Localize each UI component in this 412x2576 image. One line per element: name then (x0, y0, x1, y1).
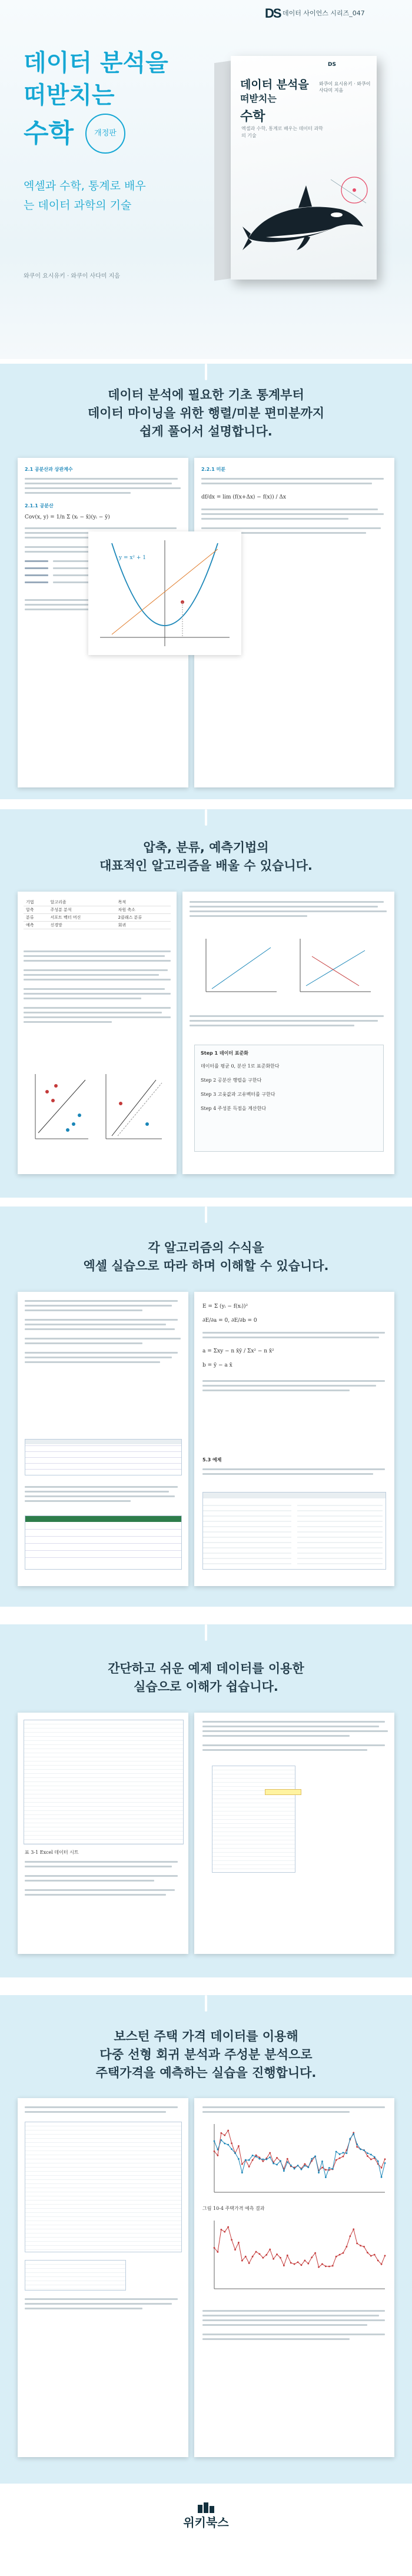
data-point (339, 2158, 341, 2159)
data-point (224, 2143, 225, 2145)
data-point (294, 2168, 295, 2170)
data-point (297, 2261, 299, 2263)
data-point (328, 2167, 330, 2169)
price-prediction-chart (200, 2119, 388, 2202)
data-point (318, 2172, 320, 2173)
section1-title-line3: 쉽게 풀어서 설명합니다. (139, 424, 273, 438)
data-point (349, 2138, 351, 2140)
data-point (234, 2249, 236, 2251)
algorithm-page-left (18, 892, 177, 1174)
data-point (238, 2145, 240, 2147)
data-point (314, 2155, 316, 2157)
hero-title-line2: 떠받치는 (24, 82, 115, 109)
data-point (283, 2265, 285, 2266)
pca-steps-box (194, 1045, 384, 1152)
hero-banner (0, 0, 412, 359)
data-point (287, 2158, 288, 2160)
data-point (377, 2160, 379, 2162)
section4-title-line1: 간단하고 쉬운 예제 데이터를 이용한 (108, 1661, 304, 1676)
data-point (269, 2249, 271, 2251)
footer (0, 2489, 412, 2576)
table-row: 압축 주성분 분석 차원 축소 (24, 906, 171, 914)
hero-subtitle: 엑셀과 수학, 통계로 배우는 데이터 과학의 기술 (24, 180, 146, 212)
data-point (217, 2251, 219, 2253)
data-point (321, 2160, 323, 2162)
section-divider (205, 364, 207, 380)
data-point (370, 2154, 372, 2156)
book-cover-image (231, 56, 377, 280)
book-title-line3: 수학 (240, 109, 265, 124)
data-point (248, 2166, 250, 2168)
section-divider (205, 1206, 207, 1223)
data-point (262, 2257, 264, 2259)
data-point (381, 2167, 383, 2169)
data-point (276, 2164, 278, 2166)
data-point (356, 2242, 358, 2244)
hero-author: 와쿠이 요시유키 · 와쿠이 사다미 지음 (24, 273, 120, 280)
data-point (214, 2247, 215, 2249)
data-point (238, 2242, 240, 2243)
feature-section-3 (0, 1206, 412, 1607)
excel-practice-page-left (18, 1292, 188, 1586)
feature-section-2 (0, 809, 412, 1198)
data-point (241, 2163, 243, 2165)
data-point (255, 2156, 257, 2158)
data-point (332, 2168, 334, 2170)
data-point (265, 2159, 267, 2160)
data-point (252, 2155, 254, 2156)
sheet-caption: 표 3-1 Excel 데이터 시트 (25, 1850, 79, 1855)
data-point (262, 2160, 264, 2162)
data-point (307, 2263, 309, 2265)
algorithm-table (24, 899, 171, 929)
data-point (259, 2253, 261, 2255)
data-point (345, 2152, 347, 2154)
hero-title-line3: 수학 (24, 118, 74, 148)
preview-heading: 2.1 공분산과 상관계수 (25, 467, 73, 472)
example-heading: 5.3 예제 (202, 1457, 222, 1462)
pca-step-item: 데이터를 평균 0, 분산 1로 표준화한다 (201, 1063, 280, 1069)
series-line-1 (214, 2134, 385, 2178)
data-point (248, 2262, 250, 2264)
data-point (231, 2142, 232, 2144)
example-sheet-small (212, 1766, 295, 1873)
data-point (304, 2165, 305, 2166)
data-point (384, 2255, 386, 2256)
data-point (214, 2150, 215, 2152)
section3-title-line1: 각 알고리즘의 수식을 (148, 1241, 264, 1255)
data-point (343, 2152, 344, 2153)
pca-steps-title: Step 1 데이터 표준화 (201, 1051, 249, 1056)
data-point (241, 2260, 243, 2262)
boston-coef-sheet (25, 2260, 126, 2291)
data-point (325, 2265, 327, 2267)
covariance-formula: Cov(x, y) = 1/n Σ (xᵢ − x̄)(yᵢ − ȳ) (25, 514, 110, 520)
data-point (381, 2176, 383, 2178)
data-point (318, 2266, 320, 2268)
pca-axis-figure (194, 933, 383, 1003)
data-point (343, 2252, 344, 2254)
feature-section-1 (0, 364, 412, 799)
data-point (224, 2231, 225, 2233)
data-point (220, 2132, 222, 2134)
derivative-formula: df/dx = lim (f(x+Δx) − f(x)) / Δx (201, 494, 286, 500)
data-point (252, 2256, 254, 2258)
data-point (367, 2152, 368, 2154)
data-point (290, 2262, 292, 2264)
formula-line: a = Σxy − n x̄ȳ / Σx² − n x̄² (202, 1348, 274, 1354)
excel-sheet-thumbnail (25, 1439, 182, 1475)
data-point (370, 2159, 372, 2160)
section3-title-line2: 엑셀 실습으로 따라 하며 이해할 수 있습니다. (83, 1259, 329, 1273)
hero-title-line1: 데이터 분석을 (24, 49, 168, 77)
data-point (335, 2151, 337, 2153)
book-cover (231, 56, 377, 280)
section2-title-line2: 대표적인 알고리즘을 배울 수 있습니다. (99, 859, 313, 873)
data-point (363, 2246, 365, 2248)
book-title-line2: 떠받치는 (240, 93, 277, 104)
data-point (321, 2167, 323, 2169)
data-point (245, 2256, 247, 2258)
data-point (283, 2170, 285, 2172)
orca-illustration (242, 168, 372, 256)
excel-sheet-thumbnail (25, 1515, 182, 1570)
data-point (314, 2252, 316, 2254)
data-point (377, 2259, 379, 2261)
series-logo: DS (265, 6, 281, 21)
data-point (227, 2144, 229, 2146)
parabola-graph (88, 531, 241, 655)
pca-step-item: Step 2 공분산 행렬을 구한다 (201, 1078, 262, 1083)
data-point (335, 2159, 337, 2161)
data-point (345, 2246, 347, 2248)
book-spine (214, 61, 232, 281)
data-point (304, 2163, 305, 2165)
book-series-logo: DS (328, 62, 336, 68)
data-point (234, 2152, 236, 2154)
data-point (287, 2255, 288, 2256)
section4-title-line2: 실습으로 이해가 쉽습니다. (134, 1680, 278, 1694)
series-line-0 (214, 2227, 385, 2267)
data-point (301, 2169, 303, 2171)
data-point (248, 2159, 250, 2161)
formula-line: b = ȳ − a x̄ (202, 1362, 232, 1368)
section-divider (205, 1995, 207, 2012)
section2-title-line1: 압축, 분류, 예측기법의 (143, 840, 269, 855)
data-point (276, 2253, 278, 2255)
section-divider (205, 1624, 207, 1641)
data-point (311, 2256, 313, 2258)
data-point (353, 2228, 354, 2230)
section5-title-line1: 보스턴 주택 가격 데이터를 이용해 (114, 2029, 298, 2043)
book-title-line1: 데이터 분석을 (240, 78, 309, 91)
data-point (384, 2162, 386, 2164)
publisher-mark-icon (198, 2502, 214, 2513)
data-point (231, 2148, 232, 2150)
example-data-page-right (194, 1713, 394, 1954)
svm-scatter-figure (24, 1068, 171, 1151)
book-tagline: 엑셀과 수학, 통계로 배우는 데이터 과학의 기술 (241, 126, 323, 138)
data-point (217, 2155, 219, 2156)
data-point (265, 2254, 267, 2256)
data-point (214, 2140, 215, 2142)
data-point (301, 2264, 303, 2266)
data-point (374, 2156, 376, 2158)
parabola-figure (88, 531, 241, 655)
data-point (343, 2156, 344, 2158)
data-point (227, 2130, 229, 2132)
table-row: 분류 서포트 벡터 머신 2클래스 분류 (24, 914, 171, 922)
data-point (220, 2229, 222, 2231)
data-point (363, 2149, 365, 2151)
data-point (259, 2158, 261, 2160)
example-data-page-left (18, 1713, 188, 1954)
data-point (220, 2139, 222, 2141)
data-point (280, 2160, 281, 2162)
data-point (360, 2149, 361, 2150)
pca-step-item: Step 3 고윳값과 고유벡터를 구한다 (201, 1092, 275, 1097)
data-point (294, 2263, 295, 2265)
section5-title-line3: 주택가격을 예측하는 실습을 진행합니다. (95, 2066, 317, 2080)
data-point (290, 2165, 292, 2166)
table-row: 예측 신경망 회귀 (24, 922, 171, 929)
data-point (367, 2155, 368, 2157)
data-point (353, 2133, 354, 2135)
data-point (381, 2263, 383, 2265)
data-point (370, 2255, 372, 2257)
data-point (304, 2259, 305, 2261)
data-point (224, 2135, 225, 2136)
data-point (280, 2257, 281, 2259)
feature-section-4 (0, 1624, 412, 1977)
data-point (360, 2245, 361, 2246)
data-point (307, 2166, 309, 2168)
data-point (297, 2165, 299, 2166)
data-point (273, 2258, 274, 2260)
price-residual-chart (200, 2216, 388, 2298)
data-point (241, 2172, 243, 2173)
chart-caption: 그림 10-4 주택가격 예측 결과 (202, 2206, 265, 2211)
data-point (384, 2158, 386, 2160)
data-point (276, 2157, 278, 2159)
data-point (311, 2158, 313, 2160)
boston-data-sheet (25, 2122, 182, 2252)
data-point (217, 2149, 219, 2150)
data-point (252, 2159, 254, 2161)
excel-result-thumbnail (202, 1492, 386, 1570)
algorithm-page-right (182, 892, 394, 1174)
data-point (273, 2163, 274, 2165)
data-point (339, 2153, 341, 2155)
section1-title-line2: 데이터 마이닝을 위한 행렬/미분 편미분까지 (87, 406, 325, 420)
excel-practice-page-right (194, 1292, 394, 1586)
edition-badge: 개정판 (85, 114, 125, 154)
data-point (325, 2176, 327, 2178)
data-point (238, 2158, 240, 2160)
feature-section-5 (0, 1995, 412, 2484)
data-point (374, 2254, 376, 2256)
data-point (227, 2226, 229, 2228)
book-author: 와쿠이 요시유키 · 와쿠이 사다미 지음 (319, 81, 371, 93)
data-point (339, 2254, 341, 2256)
pca-step-item: Step 4 주성분 득점을 계산한다 (201, 1106, 267, 1111)
table-row: 기법 알고리즘 목적 (24, 899, 171, 906)
data-point (356, 2146, 358, 2148)
publisher-logo: 위키북스 (183, 2515, 229, 2530)
boston-page-left (18, 2098, 188, 2457)
boston-page-right (194, 2098, 394, 2457)
data-point (325, 2169, 327, 2171)
derivative-heading: 2.2.1 미분 (201, 467, 226, 472)
section1-title-line1: 데이터 분석에 필요한 기초 통계부터 (108, 388, 304, 402)
data-point (332, 2265, 334, 2266)
section5-title-line2: 다중 선형 회귀 분석과 주성분 분석으로 (99, 2047, 313, 2062)
formula-line: ∂E/∂a = 0, ∂E/∂b = 0 (202, 1318, 257, 1324)
data-point (231, 2239, 232, 2241)
data-point (335, 2256, 337, 2258)
data-point (269, 2152, 271, 2154)
series-label: 데이터 사이언스 시리즈_047 (283, 9, 365, 17)
data-point (349, 2235, 351, 2237)
preview-subheading: 2.1.1 공분산 (25, 503, 54, 508)
data-point (287, 2161, 288, 2163)
data-point (367, 2252, 368, 2253)
data-point (328, 2266, 330, 2268)
data-point (356, 2143, 358, 2145)
data-point (245, 2159, 247, 2161)
formula-line: E = Σ (yᵢ − f(xᵢ))² (202, 1304, 248, 1309)
data-point (262, 2159, 264, 2160)
graph-label: y = x² + 1 (119, 555, 147, 561)
example-data-sheet (24, 1720, 184, 1844)
data-point (321, 2263, 323, 2265)
data-point (269, 2156, 271, 2158)
data-point (255, 2251, 257, 2253)
section-divider (205, 809, 207, 826)
